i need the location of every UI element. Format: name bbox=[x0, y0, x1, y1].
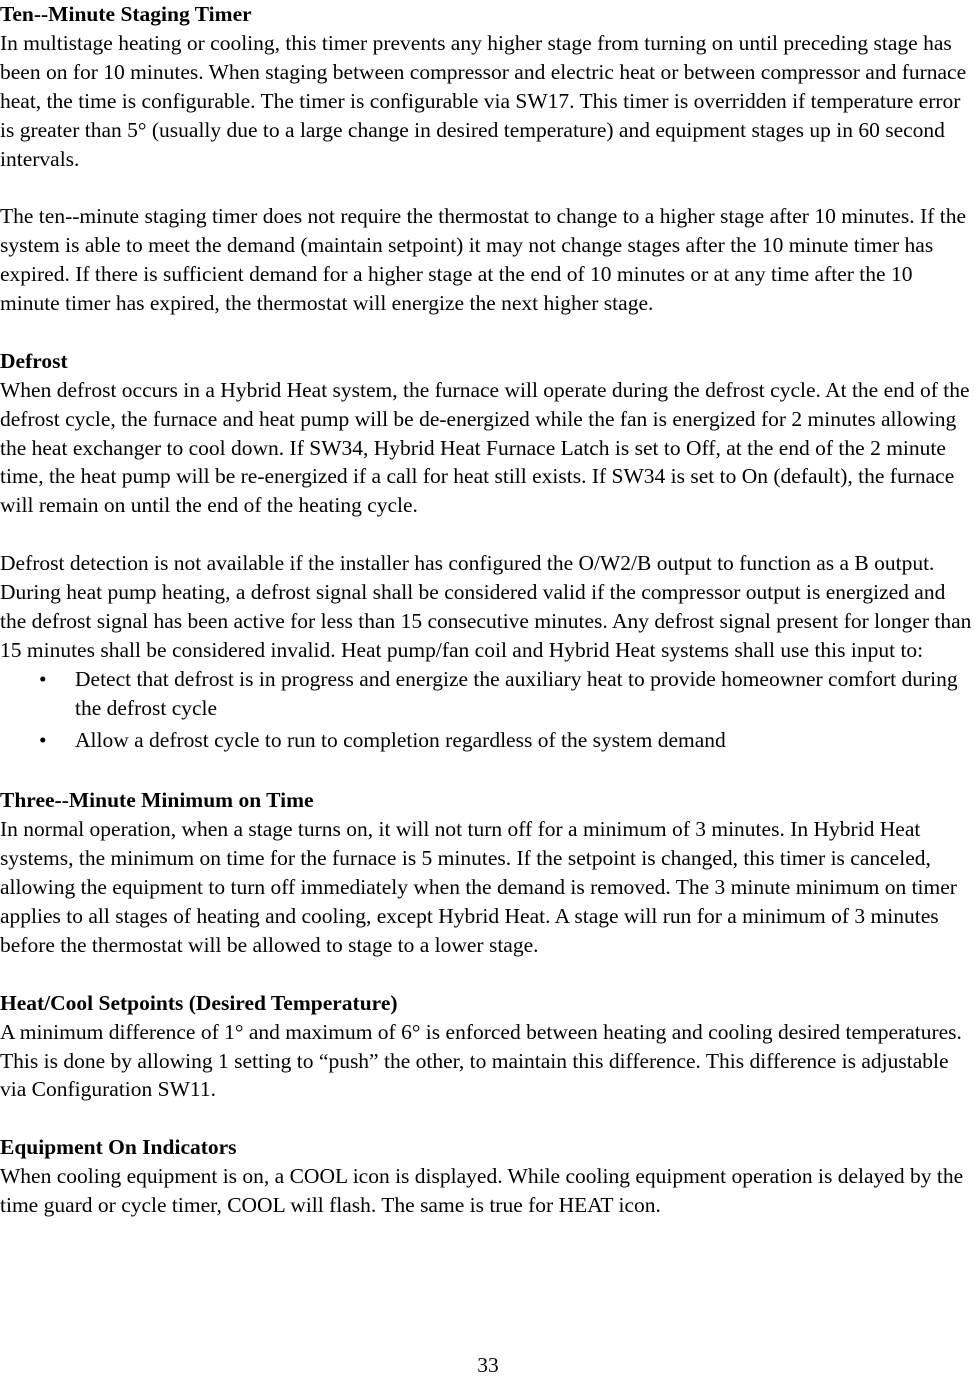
section-heading-defrost: Defrost bbox=[0, 348, 68, 373]
section-heading-setpoints: Heat/Cool Setpoints (Desired Temperature) bbox=[0, 990, 398, 1015]
paragraph-spacer bbox=[0, 173, 976, 202]
list-item bbox=[0, 665, 976, 723]
section-heading-minimum-on-time: Three--Minute Minimum on Time bbox=[0, 788, 314, 813]
list-item bbox=[0, 726, 976, 755]
bullet-icon: • bbox=[39, 727, 47, 752]
paragraph-defrost-2: Defrost detection is not available if the installer has configured the O/W2/B output to function as a B output. During heat pump heating, a defrost signal shall be considered valid if the compressor output is energized and the defrost signal has been active for less than 15 consecutive minutes. Any defrost signal present for longer than 15 minutes shall be considered invalid. Heat pump/fan coil and Hybrid Heat systems shall use this input to: bbox=[0, 551, 972, 662]
paragraph-spacer bbox=[0, 758, 976, 787]
paragraph-staging-timer-2: The ten--minute staging timer does not require the thermostat to change to a higher stage after 10 minutes. If the system is able to meet the demand (maintain setpoint) it may not change stages after the 10 minute timer has expired. If there is sufficient demand for a higher stage at the end of 10 minutes or at any time after the 10 minute timer has expired, the thermostat will energize the next higher stage. bbox=[0, 204, 966, 316]
section-heading-equipment-indicators: Equipment On Indicators bbox=[0, 1135, 237, 1160]
list-item-text: Allow a defrost cycle to run to completion regardless of the system demand bbox=[75, 727, 726, 752]
paragraph-equipment-indicators: When cooling equipment is on, a COOL icon is displayed. While cooling equipment operation is delayed by the time guard or cycle timer, COOL will flash. The same is true for HEAT icon. bbox=[0, 1164, 964, 1218]
section-heading-staging-timer: Ten--Minute Staging Timer bbox=[0, 2, 252, 26]
paragraph-minimum-on-time: In normal operation, when a stage turns on, it will not turn off for a minimum of 3 minutes. In Hybrid Heat systems, the minimum on time for the furnace is 5 minutes. If the setpoint is changed, this timer is canceled, allowing the equipment to turn off immediately when the demand is removed. The 3 minute minimum on timer applies to all stages of heating and cooling, except Hybrid Heat. A stage will run for a minimum of 3 minutes before the thermostat will be allowed to stage to a lower stage. bbox=[0, 817, 957, 957]
paragraph-spacer bbox=[0, 960, 976, 989]
paragraph-staging-timer-1: In multistage heating or cooling, this timer prevents any higher stage from turning on until preceding stage has been on for 10 minutes. When staging between compressor and electric heat or between compressor and furnace heat, the time is configurable. The timer is configurable via SW17. This timer is overridden if temperature error is greater than 5° (usually due to a large change in desired temperature) and equipment stages up in 60 second intervals. bbox=[0, 30, 967, 171]
defrost-bullet-list bbox=[0, 665, 976, 755]
bullet-icon: • bbox=[39, 666, 47, 691]
paragraph-setpoints: A minimum difference of 1° and maximum of 6° is enforced between heating and cooling desired temperatures. This is done by allowing 1 setting to “push” the other, to maintain this difference. This difference is adjustable via Configuration SW11. bbox=[0, 1019, 962, 1102]
paragraph-spacer bbox=[0, 318, 976, 347]
page-number: 33 bbox=[477, 1353, 499, 1377]
paragraph-spacer bbox=[0, 520, 976, 549]
paragraph-spacer bbox=[0, 1104, 976, 1133]
list-item-text: Detect that defrost is in progress and energize the auxiliary heat to provide homeowner comfort during the defrost cycle bbox=[75, 666, 958, 720]
paragraph-defrost-1: When defrost occurs in a Hybrid Heat system, the furnace will operate during the defrost cycle. At the end of the defrost cycle, the furnace and heat pump will be de-energized while the fan is energized for 2 minutes allowing the heat exchanger to cool down. If SW34, Hybrid Heat Furnace Latch is set to Off, at the end of the 2 minute time, the heat pump will be re-energized if a call for heat still exists. If SW34 is set to On (default), the furnace will remain on until the end of the heating cycle. bbox=[0, 377, 970, 518]
